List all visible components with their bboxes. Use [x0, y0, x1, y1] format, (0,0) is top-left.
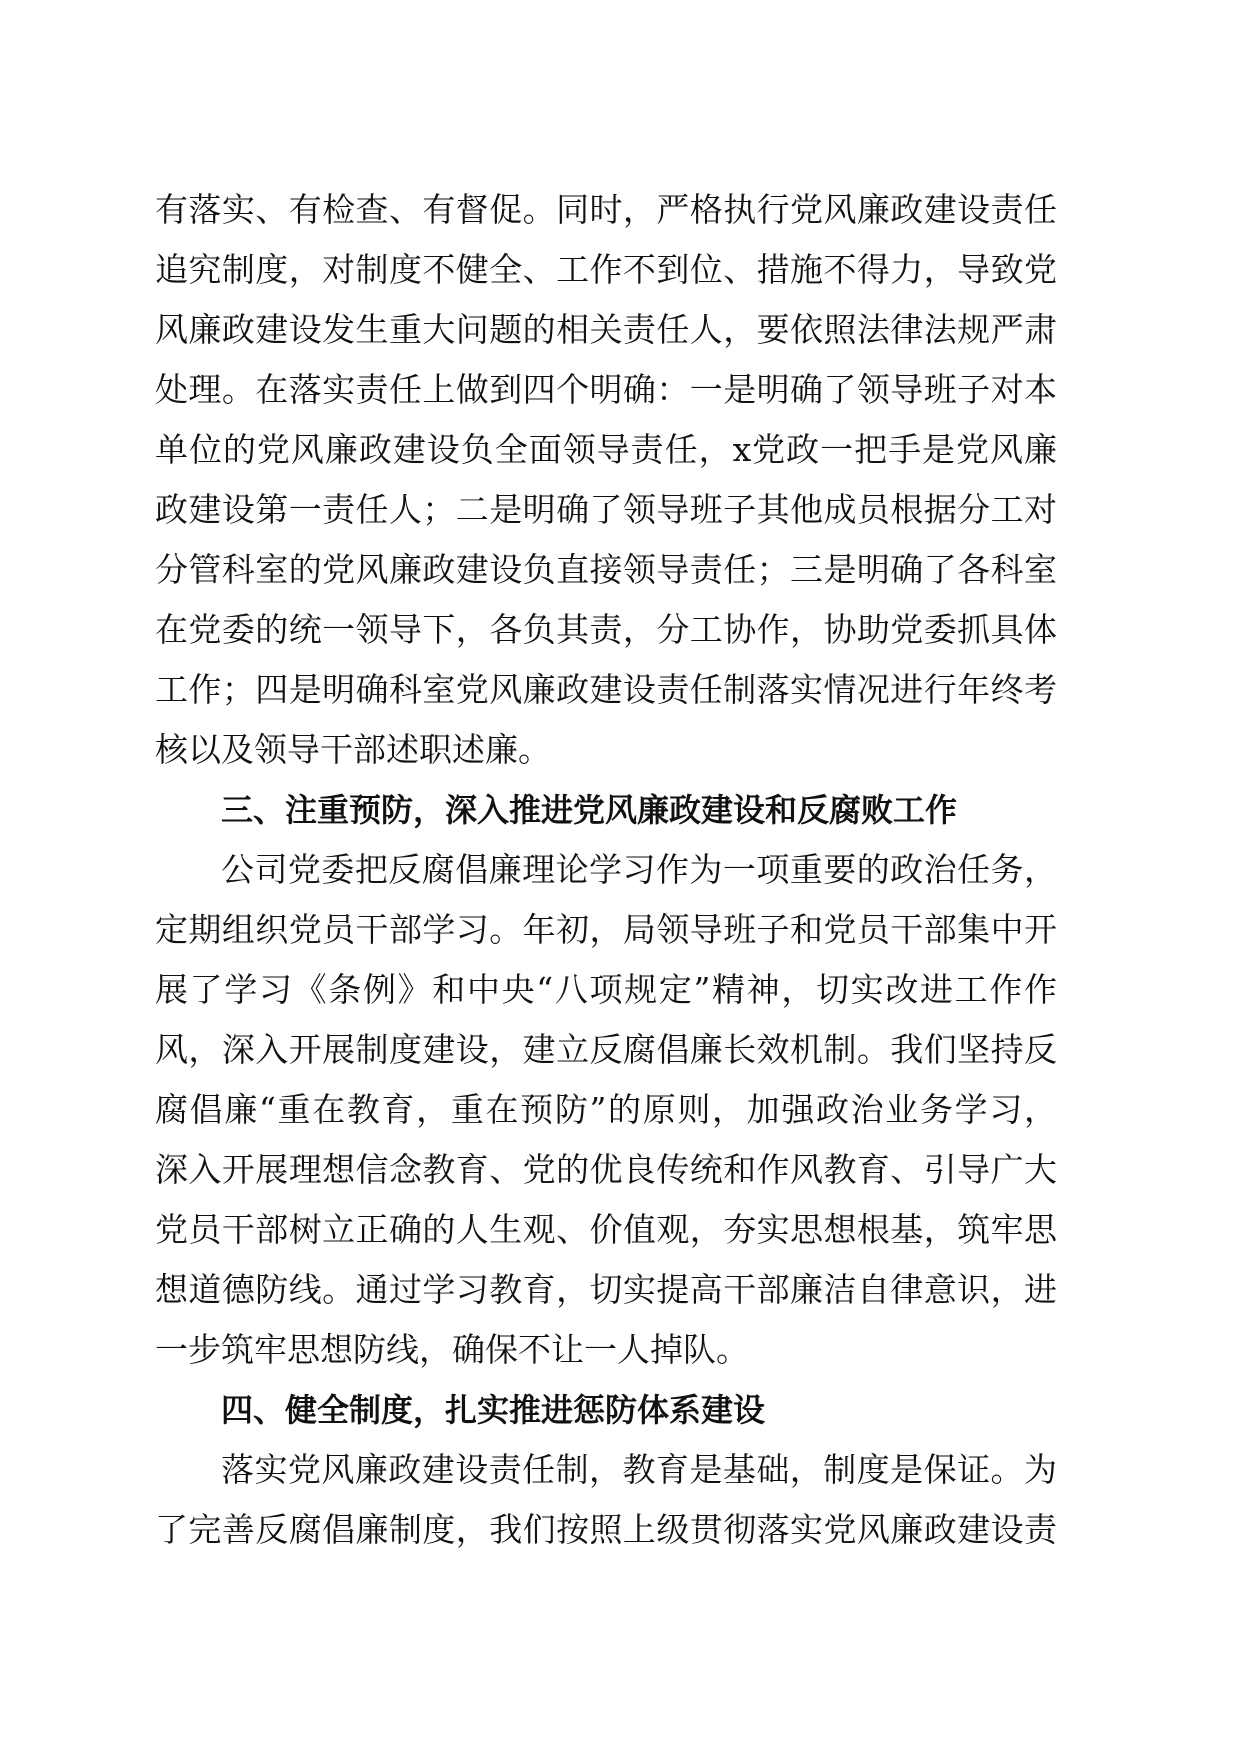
- text-line: 政建设第一责任人；二是明确了领导班子其他成员根据分工对: [155, 490, 1057, 529]
- text-line: 单位的党风廉政建设负全面领导责任，x党政一把手是党风廉: [155, 430, 1057, 469]
- text-line: 定期组织党员干部学习。年初，局领导班子和党员干部集中开: [155, 910, 1057, 949]
- text-line: 公司党委把反腐倡廉理论学习作为一项重要的政治任务，: [221, 850, 1057, 889]
- text-line: 想道德防线。通过学习教育，切实提高干部廉洁自律意识，进: [155, 1270, 1057, 1309]
- text-line: 党员干部树立正确的人生观、价值观，夯实思想根基，筑牢思: [155, 1210, 1057, 1249]
- section-4-paragraph: [155, 1440, 1057, 1560]
- text-line: 工作；四是明确科室党风廉政建设责任制落实情况进行年终考: [155, 670, 1057, 709]
- text-line: 核以及领导干部述职述廉。: [155, 730, 551, 769]
- text-line: 分管科室的党风廉政建设负直接领导责任；三是明确了各科室: [155, 550, 1057, 589]
- text-line: 了完善反腐倡廉制度，我们按照上级贯彻落实党风廉政建设责: [155, 1510, 1057, 1549]
- text-line: 风，深入开展制度建设，建立反腐倡廉长效机制。我们坚持反: [155, 1030, 1057, 1069]
- text-line: 落实党风廉政建设责任制，教育是基础，制度是保证。为: [221, 1450, 1057, 1489]
- section-heading-3: 三、注重预防，深入推进党风廉政建设和反腐败工作: [221, 791, 958, 829]
- section-3-paragraph: [155, 840, 1057, 1380]
- document-body: [155, 180, 1057, 1560]
- text-line: 有落实、有检查、有督促。同时，严格执行党风廉政建设责任: [155, 190, 1057, 229]
- text-line: 展了学习《条例》和中央“八项规定”精神，切实改进工作作: [155, 970, 1057, 1009]
- text-line: 处理。在落实责任上做到四个明确：一是明确了领导班子对本: [155, 370, 1057, 409]
- text-line: 风廉政建设发生重大问题的相关责任人，要依照法律法规严肃: [155, 310, 1057, 349]
- section-heading-4: 四、健全制度，扎实推进惩防体系建设: [221, 1391, 766, 1429]
- text-line: 在党委的统一领导下，各负其责，分工协作，协助党委抓具体: [155, 610, 1057, 649]
- text-line: 深入开展理想信念教育、党的优良传统和作风教育、引导广大: [155, 1150, 1057, 1189]
- section-2-continuation: [155, 180, 1057, 780]
- text-line: 追究制度，对制度不健全、工作不到位、措施不得力，导致党: [155, 250, 1057, 289]
- text-line: 一步筑牢思想防线，确保不让一人掉队。: [155, 1330, 749, 1369]
- text-line: 腐倡廉“重在教育，重在预防”的原则，加强政治业务学习，: [155, 1090, 1057, 1129]
